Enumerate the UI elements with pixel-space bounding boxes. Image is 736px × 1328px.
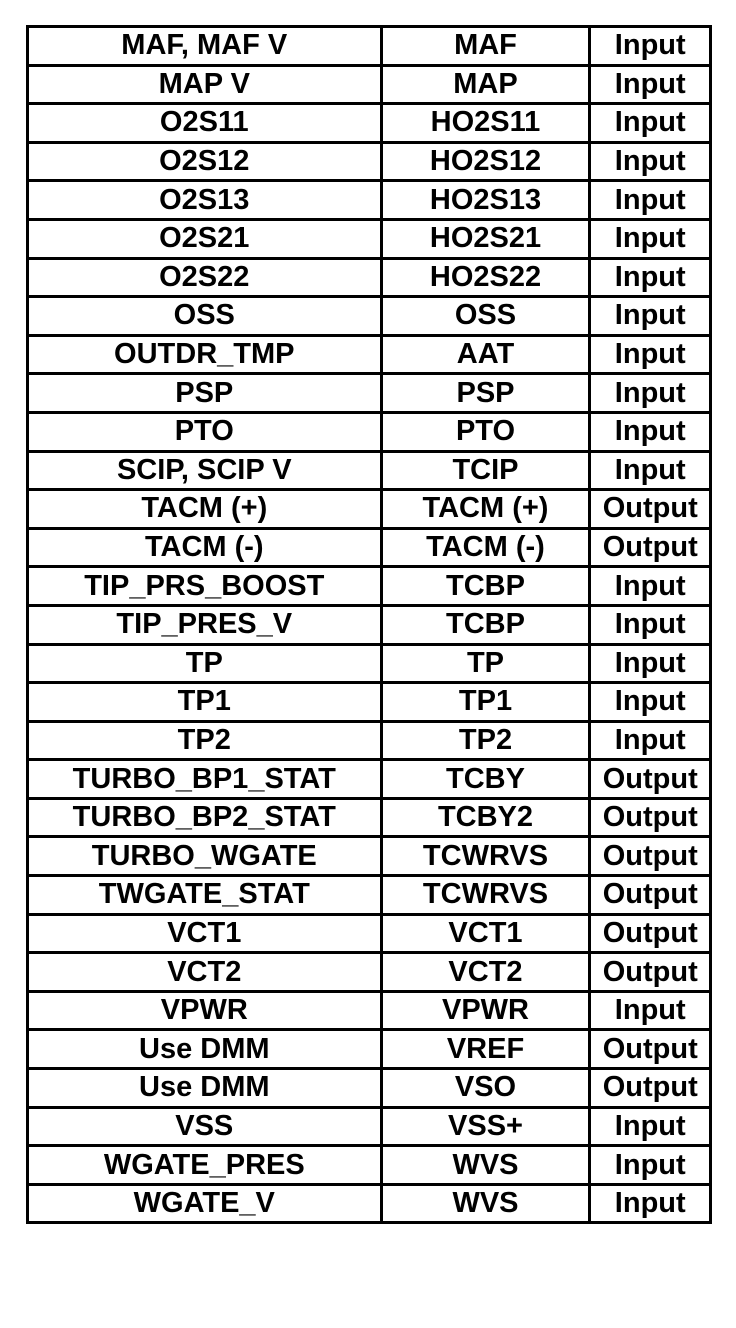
signal-name-cell: O2S13 bbox=[28, 181, 382, 220]
signal-name-cell: VSS bbox=[28, 1107, 382, 1146]
direction-cell: Input bbox=[590, 181, 711, 220]
direction-cell: Output bbox=[590, 760, 711, 799]
pid-name-cell: MAP bbox=[381, 65, 590, 104]
direction-cell: Input bbox=[590, 258, 711, 297]
table-row bbox=[28, 1069, 711, 1108]
table-row bbox=[28, 837, 711, 876]
signal-name-cell: WGATE_V bbox=[28, 1184, 382, 1223]
pid-name-cell: WVS bbox=[381, 1184, 590, 1223]
pid-name-cell: HO2S13 bbox=[381, 181, 590, 220]
signal-name-cell: O2S21 bbox=[28, 219, 382, 258]
signal-name-cell: TIP_PRES_V bbox=[28, 605, 382, 644]
pid-name-cell: VCT1 bbox=[381, 914, 590, 953]
signal-name-cell: PSP bbox=[28, 374, 382, 413]
pid-name-cell: VSO bbox=[381, 1069, 590, 1108]
signal-name-cell: OUTDR_TMP bbox=[28, 335, 382, 374]
table-row bbox=[28, 644, 711, 683]
pid-name-cell: VCT2 bbox=[381, 953, 590, 992]
direction-cell: Input bbox=[590, 1146, 711, 1185]
signal-name-cell: TP bbox=[28, 644, 382, 683]
direction-cell: Output bbox=[590, 798, 711, 837]
pid-name-cell: VSS+ bbox=[381, 1107, 590, 1146]
table-row bbox=[28, 683, 711, 722]
direction-cell: Input bbox=[590, 27, 711, 66]
pid-name-cell: HO2S22 bbox=[381, 258, 590, 297]
direction-cell: Input bbox=[590, 297, 711, 336]
table-row bbox=[28, 65, 711, 104]
pid-name-cell: TCIP bbox=[381, 451, 590, 490]
pid-name-cell: HO2S12 bbox=[381, 142, 590, 181]
table-row bbox=[28, 181, 711, 220]
direction-cell: Input bbox=[590, 412, 711, 451]
direction-cell: Output bbox=[590, 1030, 711, 1069]
direction-cell: Output bbox=[590, 1069, 711, 1108]
pid-name-cell: TP2 bbox=[381, 721, 590, 760]
signal-name-cell: TACM (+) bbox=[28, 490, 382, 529]
signal-name-cell: VCT1 bbox=[28, 914, 382, 953]
direction-cell: Output bbox=[590, 528, 711, 567]
table-row bbox=[28, 1030, 711, 1069]
signal-table bbox=[26, 25, 712, 1224]
table-row bbox=[28, 451, 711, 490]
pid-name-cell: TP bbox=[381, 644, 590, 683]
direction-cell: Input bbox=[590, 65, 711, 104]
table-row bbox=[28, 258, 711, 297]
signal-name-cell: O2S11 bbox=[28, 104, 382, 143]
signal-name-cell: TURBO_BP1_STAT bbox=[28, 760, 382, 799]
signal-name-cell: MAP V bbox=[28, 65, 382, 104]
table-row bbox=[28, 1146, 711, 1185]
pid-name-cell: TCBY bbox=[381, 760, 590, 799]
pid-name-cell: VREF bbox=[381, 1030, 590, 1069]
signal-name-cell: Use DMM bbox=[28, 1069, 382, 1108]
table-row bbox=[28, 721, 711, 760]
signal-name-cell: TP1 bbox=[28, 683, 382, 722]
pid-name-cell: HO2S11 bbox=[381, 104, 590, 143]
signal-table-body bbox=[28, 27, 711, 1223]
table-row bbox=[28, 991, 711, 1030]
signal-name-cell: OSS bbox=[28, 297, 382, 336]
table-row bbox=[28, 219, 711, 258]
signal-name-cell: SCIP, SCIP V bbox=[28, 451, 382, 490]
signal-name-cell: MAF, MAF V bbox=[28, 27, 382, 66]
table-row bbox=[28, 142, 711, 181]
direction-cell: Input bbox=[590, 605, 711, 644]
signal-name-cell: O2S22 bbox=[28, 258, 382, 297]
table-row bbox=[28, 374, 711, 413]
direction-cell: Input bbox=[590, 104, 711, 143]
direction-cell: Input bbox=[590, 567, 711, 606]
signal-name-cell: TURBO_BP2_STAT bbox=[28, 798, 382, 837]
direction-cell: Input bbox=[590, 1184, 711, 1223]
signal-name-cell: Use DMM bbox=[28, 1030, 382, 1069]
pid-name-cell: PTO bbox=[381, 412, 590, 451]
signal-name-cell: TURBO_WGATE bbox=[28, 837, 382, 876]
direction-cell: Output bbox=[590, 837, 711, 876]
table-row bbox=[28, 1107, 711, 1146]
direction-cell: Input bbox=[590, 1107, 711, 1146]
table-row bbox=[28, 798, 711, 837]
pid-name-cell: VPWR bbox=[381, 991, 590, 1030]
pid-name-cell: MAF bbox=[381, 27, 590, 66]
signal-name-cell: TACM (-) bbox=[28, 528, 382, 567]
pid-name-cell: OSS bbox=[381, 297, 590, 336]
signal-name-cell: TIP_PRS_BOOST bbox=[28, 567, 382, 606]
table-row bbox=[28, 528, 711, 567]
direction-cell: Input bbox=[590, 721, 711, 760]
signal-name-cell: VCT2 bbox=[28, 953, 382, 992]
direction-cell: Output bbox=[590, 914, 711, 953]
pid-name-cell: WVS bbox=[381, 1146, 590, 1185]
pid-name-cell: PSP bbox=[381, 374, 590, 413]
table-row bbox=[28, 27, 711, 66]
table-row bbox=[28, 914, 711, 953]
table-row bbox=[28, 297, 711, 336]
pid-name-cell: HO2S21 bbox=[381, 219, 590, 258]
pid-name-cell: TCBY2 bbox=[381, 798, 590, 837]
table-row bbox=[28, 104, 711, 143]
table-row bbox=[28, 876, 711, 915]
signal-name-cell: WGATE_PRES bbox=[28, 1146, 382, 1185]
pid-name-cell: TCBP bbox=[381, 605, 590, 644]
table-row bbox=[28, 1184, 711, 1223]
signal-name-cell: VPWR bbox=[28, 991, 382, 1030]
table-row bbox=[28, 490, 711, 529]
pid-name-cell: TCBP bbox=[381, 567, 590, 606]
direction-cell: Input bbox=[590, 219, 711, 258]
direction-cell: Output bbox=[590, 490, 711, 529]
signal-name-cell: TWGATE_STAT bbox=[28, 876, 382, 915]
table-row bbox=[28, 760, 711, 799]
pid-name-cell: TACM (+) bbox=[381, 490, 590, 529]
signal-name-cell: PTO bbox=[28, 412, 382, 451]
direction-cell: Output bbox=[590, 953, 711, 992]
pid-name-cell: TACM (-) bbox=[381, 528, 590, 567]
direction-cell: Input bbox=[590, 683, 711, 722]
pid-name-cell: AAT bbox=[381, 335, 590, 374]
direction-cell: Input bbox=[590, 451, 711, 490]
direction-cell: Input bbox=[590, 644, 711, 683]
direction-cell: Input bbox=[590, 374, 711, 413]
direction-cell: Input bbox=[590, 142, 711, 181]
direction-cell: Output bbox=[590, 876, 711, 915]
table-row bbox=[28, 412, 711, 451]
table-row bbox=[28, 567, 711, 606]
pid-name-cell: TP1 bbox=[381, 683, 590, 722]
signal-name-cell: TP2 bbox=[28, 721, 382, 760]
table-row bbox=[28, 605, 711, 644]
pid-name-cell: TCWRVS bbox=[381, 837, 590, 876]
signal-name-cell: O2S12 bbox=[28, 142, 382, 181]
table-row bbox=[28, 953, 711, 992]
pid-name-cell: TCWRVS bbox=[381, 876, 590, 915]
direction-cell: Input bbox=[590, 991, 711, 1030]
direction-cell: Input bbox=[590, 335, 711, 374]
table-row bbox=[28, 335, 711, 374]
